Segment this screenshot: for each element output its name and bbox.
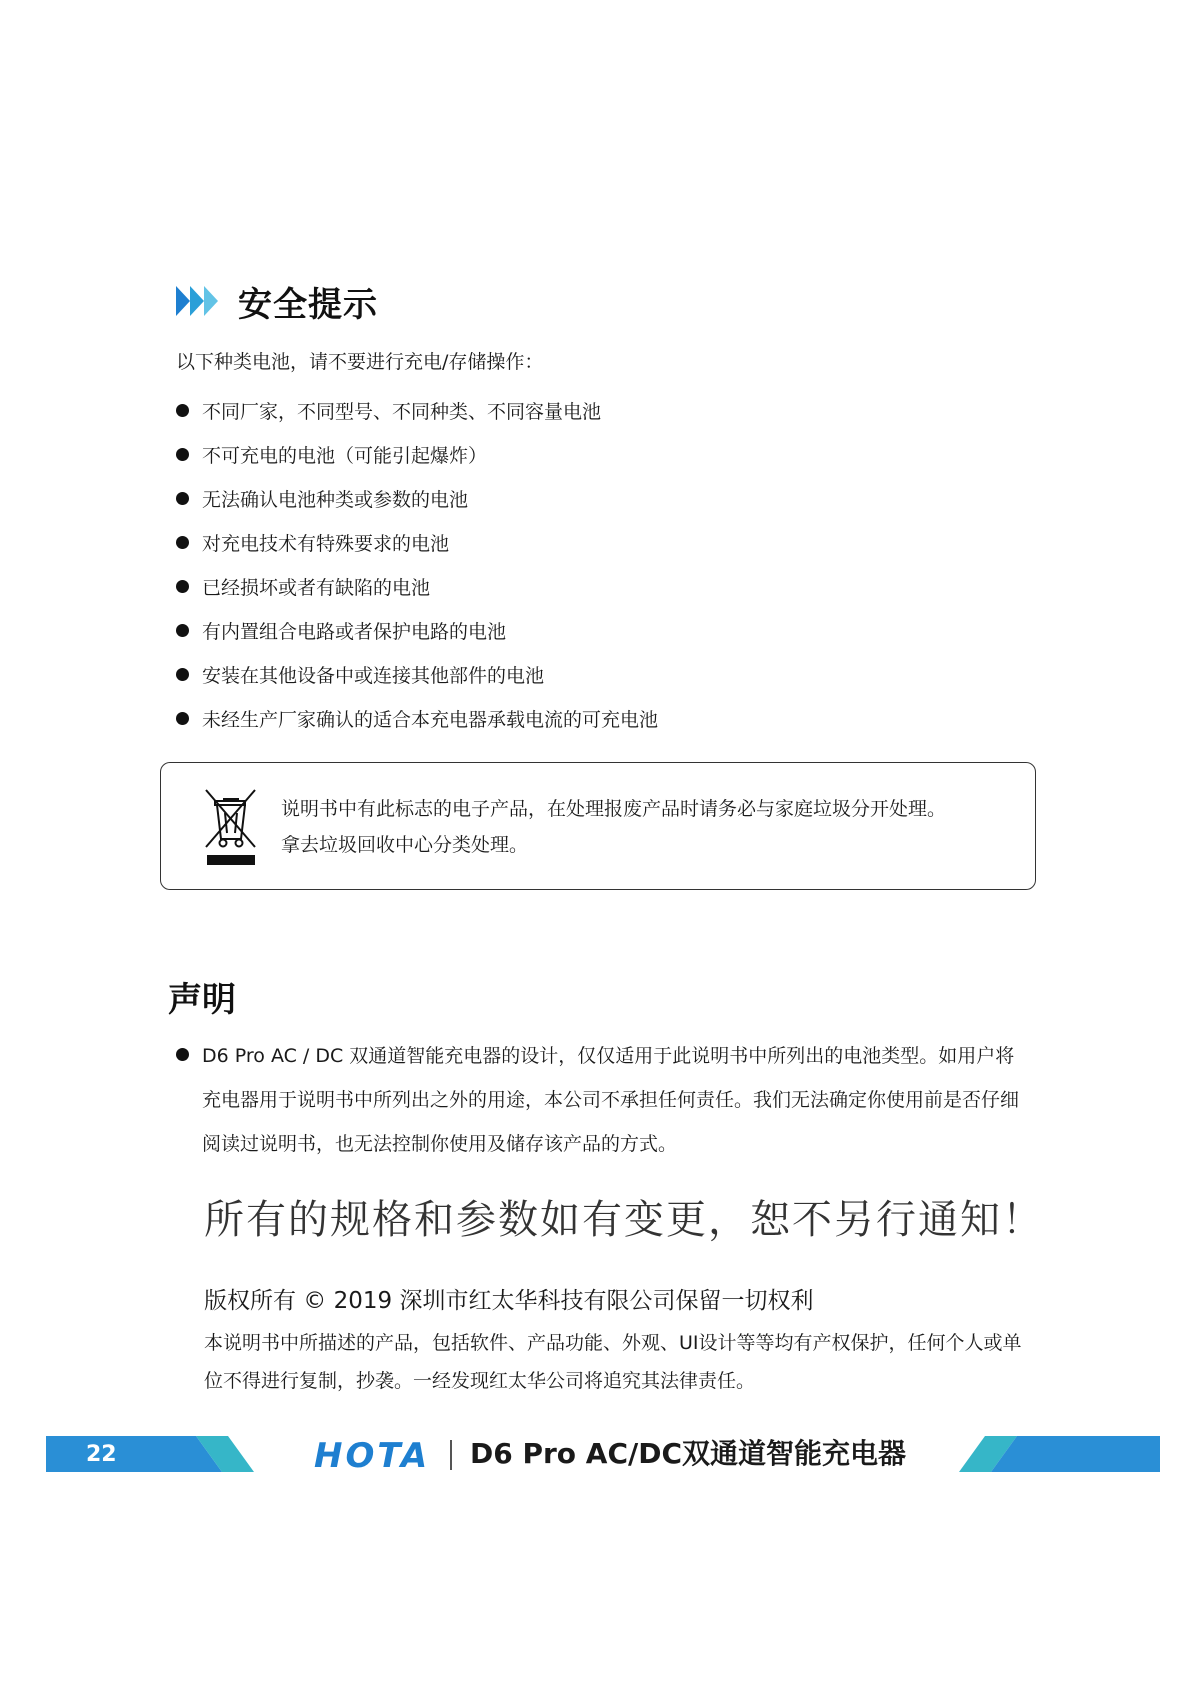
triple-arrow-icon xyxy=(176,286,222,316)
product-title: D6 Pro AC/DC双通道智能充电器 xyxy=(470,1437,907,1470)
crossed-out-bin-icon xyxy=(203,787,259,867)
list-item: 未经生产厂家确认的适合本充电器承载电流的可充电池 xyxy=(176,696,658,740)
bullet-icon xyxy=(176,624,189,637)
bullet-icon xyxy=(176,404,189,417)
list-item: 无法确认电池种类或参数的电池 xyxy=(176,476,658,520)
safety-heading xyxy=(176,278,378,324)
svg-text:HOTA: HOTA xyxy=(314,1437,430,1471)
bullet-icon xyxy=(176,492,189,505)
list-item: 安装在其他设备中或连接其他部件的电池 xyxy=(176,652,658,696)
hota-logo xyxy=(314,1437,430,1471)
rights-statement: 本说明书中所描述的产品，包括软件、产品功能、外观、UI设计等等均有产权保护，任何个人或单位不得进行复制，抄袭。一经发现红太华公司将追究其法律责任。 xyxy=(204,1332,1022,1392)
weee-text: 说明书中有此标志的电子产品，在处理报废产品时请务必与家庭垃圾分开处理。 拿去垃圾回收中心分类处理。 xyxy=(281,798,947,856)
safety-intro: 以下种类电池，请不要进行充电/存储操作： xyxy=(176,351,544,373)
page-number: 22 xyxy=(86,1442,117,1467)
list-item: 不同厂家，不同型号、不同种类、不同容量电池 xyxy=(176,388,658,432)
bullet-icon xyxy=(176,712,189,725)
bullet-icon xyxy=(176,580,189,593)
copyright-line: 版权所有 © 2019 深圳市红太华科技有限公司保留一切权利 xyxy=(204,1288,814,1314)
list-item: 已经损坏或者有缺陷的电池 xyxy=(176,564,658,608)
bullet-icon xyxy=(176,448,189,461)
footer-divider xyxy=(450,1440,452,1470)
safety-title: 安全提示 xyxy=(238,284,378,325)
weee-notice-box xyxy=(160,762,1036,890)
bullet-icon xyxy=(176,536,189,549)
declaration-title: 声明 xyxy=(168,980,236,1020)
list-item: 不可充电的电池（可能引起爆炸） xyxy=(176,432,658,476)
bullet-icon xyxy=(176,668,189,681)
bullet-icon xyxy=(176,1048,189,1061)
list-item: 对充电技术有特殊要求的电池 xyxy=(176,520,658,564)
safety-list xyxy=(176,388,658,740)
list-item: 有内置组合电路或者保护电路的电池 xyxy=(176,608,658,652)
change-notice: 所有的规格和参数如有变更，恕不另行通知！ xyxy=(204,1197,1044,1243)
declaration-paragraph: D6 Pro AC / DC 双通道智能充电器的设计，仅仅适用于此说明书中所列出的电池类型。如用户将充电器用于说明书中所列出之外的用途，本公司不承担任何责任。我们无法确定你使用前是否仔细阅读过说明书，也无法控制你使用及储存该产品的方式。 xyxy=(176,1034,1036,1166)
